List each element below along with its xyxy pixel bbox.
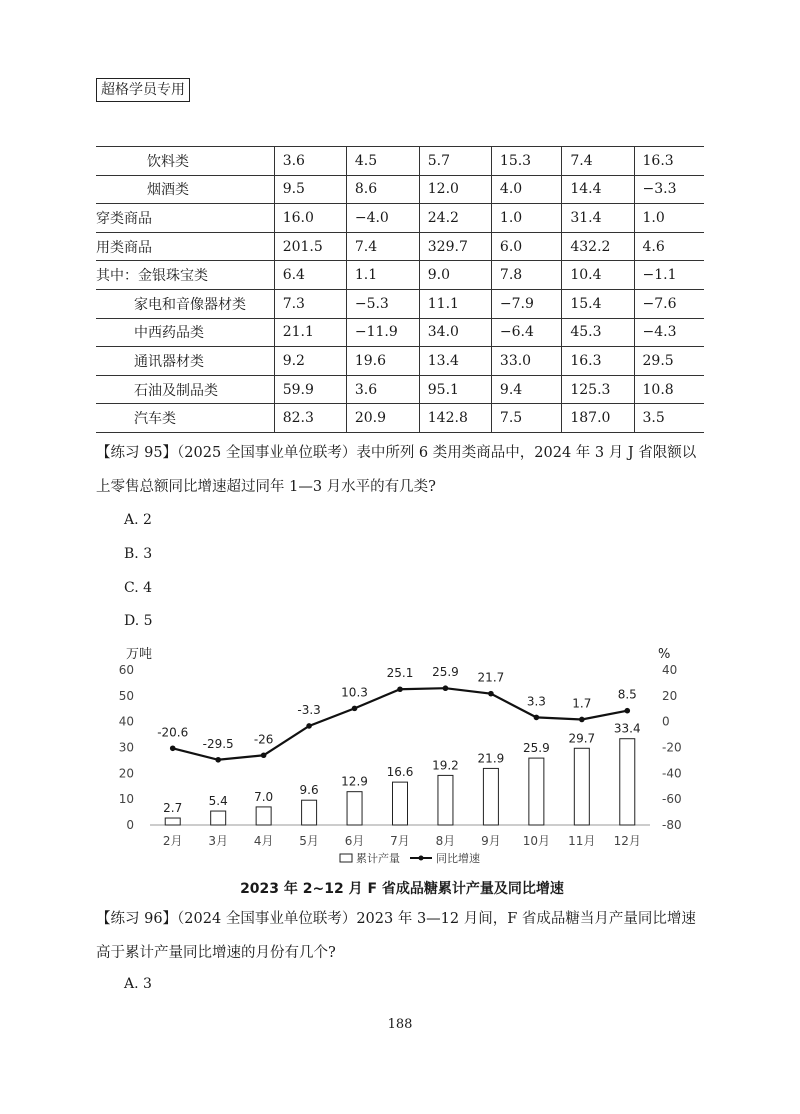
table-row <box>96 204 704 233</box>
table-cell: 16.0 <box>274 204 346 233</box>
table-cell: 5.7 <box>419 147 491 176</box>
left-tick-label: 0 <box>126 818 134 832</box>
table-cell: 3.5 <box>634 404 704 433</box>
table-cell: 7.5 <box>491 404 561 433</box>
bar-10月 <box>529 758 544 825</box>
table-cell: 7.4 <box>562 147 634 176</box>
bar-2月 <box>165 818 180 825</box>
growth-label: 25.9 <box>432 665 459 680</box>
bar-7月 <box>393 782 408 825</box>
left-tick-label: 40 <box>118 714 134 729</box>
table-cell: 82.3 <box>274 404 346 433</box>
bar-label: 25.9 <box>523 741 550 756</box>
table-row <box>96 261 704 290</box>
x-tick-label: 2月 <box>162 834 183 848</box>
right-tick-label: -20 <box>662 740 682 755</box>
table-cell: 12.0 <box>419 175 491 204</box>
table-cell: 9.0 <box>419 261 491 290</box>
left-tick-label: 30 <box>118 740 134 755</box>
table-row <box>96 232 704 261</box>
x-tick-label: 12月 <box>613 834 641 848</box>
x-tick-label: 10月 <box>522 834 551 848</box>
legend-bar-label: 累计产量 <box>356 852 400 865</box>
table-cell: 10.8 <box>634 375 704 404</box>
left-tick-label: 10 <box>118 792 134 807</box>
growth-label: 25.1 <box>386 666 414 681</box>
table-cell: 59.9 <box>274 375 346 404</box>
bar-9月 <box>483 768 498 825</box>
row-label: 通讯器材类 <box>96 347 274 376</box>
growth-point <box>352 706 358 712</box>
bar-label: 9.6 <box>299 783 319 798</box>
table-cell: −4.3 <box>634 318 704 347</box>
right-tick-label: 0 <box>662 714 670 729</box>
table-cell: 3.6 <box>346 375 419 404</box>
table-cell: 14.4 <box>562 175 634 204</box>
table-row <box>96 175 704 204</box>
table-cell: 15.3 <box>491 147 561 176</box>
table-cell: 9.2 <box>274 347 346 376</box>
table-row <box>96 375 704 404</box>
growth-point <box>215 757 221 763</box>
x-tick-label: 7月 <box>390 834 410 848</box>
table-cell: 29.5 <box>634 347 704 376</box>
right-tick-label: 40 <box>662 663 678 677</box>
table-row <box>96 318 704 347</box>
table-cell: 7.8 <box>491 261 561 290</box>
x-tick-label: 5月 <box>299 834 319 848</box>
growth-label: 21.7 <box>477 670 505 685</box>
bar-label: 5.4 <box>208 794 228 809</box>
table-cell: 10.4 <box>562 261 634 290</box>
bar-label: 19.2 <box>432 758 459 773</box>
bar-label: 21.9 <box>477 751 505 766</box>
growth-point <box>579 717 585 723</box>
bar-label: 7.0 <box>254 789 274 804</box>
growth-label: 10.3 <box>341 685 368 700</box>
growth-label: 1.7 <box>572 696 592 711</box>
q95-option-d: D. 5 <box>124 613 153 629</box>
q95-option-a: A. 2 <box>124 512 152 528</box>
row-label: 用类商品 <box>96 232 274 261</box>
table-cell: 20.9 <box>346 404 419 433</box>
growth-label: 3.3 <box>526 694 546 709</box>
bar-8月 <box>438 775 453 825</box>
table-cell: −1.1 <box>634 261 704 290</box>
table-row <box>96 289 704 318</box>
table-cell: 7.3 <box>274 289 346 318</box>
right-tick-label: -60 <box>662 792 682 807</box>
table-cell: 33.0 <box>491 347 561 376</box>
legend-bar-swatch <box>340 854 352 862</box>
table-cell: 1.1 <box>346 261 419 290</box>
row-label: 汽车类 <box>96 404 274 433</box>
bar-label: 29.7 <box>568 731 596 746</box>
table-cell: 15.4 <box>562 289 634 318</box>
table-cell: −6.4 <box>491 318 561 347</box>
row-label: 家电和音像器材类 <box>96 289 274 318</box>
row-label: 饮料类 <box>96 147 274 176</box>
growth-label: -3.3 <box>297 702 321 717</box>
growth-label: -20.6 <box>157 725 189 740</box>
x-tick-label: 6月 <box>344 834 365 848</box>
table-cell: 4.6 <box>634 232 704 261</box>
table-cell: −11.9 <box>346 318 419 347</box>
left-axis-title: 万吨 <box>126 647 153 662</box>
growth-point <box>170 745 176 751</box>
table-cell: −7.6 <box>634 289 704 318</box>
table-cell: −7.9 <box>491 289 561 318</box>
bar-5月 <box>302 800 317 825</box>
watermark-stamp: 超格学员专用 <box>96 78 190 102</box>
bar-label: 33.4 <box>613 721 641 736</box>
right-tick-label: -80 <box>662 818 682 832</box>
table-cell: 6.0 <box>491 232 561 261</box>
growth-point <box>624 708 630 714</box>
growth-line <box>173 688 628 760</box>
table-cell: 201.5 <box>274 232 346 261</box>
table-cell: 142.8 <box>419 404 491 433</box>
q96-option-a: A. 3 <box>124 976 152 992</box>
sales-table <box>96 146 704 433</box>
growth-point <box>443 685 449 691</box>
chart-title: 2023 年 2~12 月 F 省成品糖累计产量及同比增速 <box>240 881 564 897</box>
sugar-chart <box>90 640 710 880</box>
growth-point <box>488 691 494 697</box>
table-cell: 432.2 <box>562 232 634 261</box>
growth-point <box>397 686 403 692</box>
table-row <box>96 147 704 176</box>
right-tick-label: 20 <box>662 688 678 703</box>
table-cell: 7.4 <box>346 232 419 261</box>
table-cell: 95.1 <box>419 375 491 404</box>
table-cell: 16.3 <box>562 347 634 376</box>
legend-line-marker <box>419 856 424 861</box>
table-cell: −5.3 <box>346 289 419 318</box>
x-tick-label: 4月 <box>253 834 274 848</box>
table-cell: 125.3 <box>562 375 634 404</box>
bar-4月 <box>256 807 271 825</box>
right-axis-title: % <box>658 647 671 662</box>
growth-point <box>261 752 267 758</box>
table-cell: 11.1 <box>419 289 491 318</box>
table-cell: 21.1 <box>274 318 346 347</box>
row-label: 其中：金银珠宝类 <box>96 261 274 290</box>
row-label: 石油及制品类 <box>96 375 274 404</box>
bar-12月 <box>620 739 635 825</box>
table-cell: 13.4 <box>419 347 491 376</box>
bar-11月 <box>574 748 589 825</box>
table-row <box>96 404 704 433</box>
legend-line-label: 同比增速 <box>436 852 480 865</box>
q95-option-c: C. 4 <box>124 580 153 596</box>
question-95-text: 【练习 95】（2025 全国事业单位联考）表中所列 6 类用类商品中，2024 年 3 月 J 省限额以上零售总额同比增速超过同年 1—3 月水平的有几类? <box>96 445 697 495</box>
table-cell: 4.0 <box>491 175 561 204</box>
growth-point <box>534 715 540 721</box>
growth-label: 8.5 <box>617 687 637 702</box>
table-cell: 9.5 <box>274 175 346 204</box>
bar-6月 <box>347 792 362 825</box>
x-tick-label: 3月 <box>208 834 229 848</box>
left-tick-label: 20 <box>118 766 134 781</box>
bar-3月 <box>211 811 226 825</box>
table-row <box>96 347 704 376</box>
table-cell: 8.6 <box>346 175 419 204</box>
table-cell: 4.5 <box>346 147 419 176</box>
table-cell: 9.4 <box>491 375 561 404</box>
x-tick-label: 11月 <box>568 834 596 848</box>
table-cell: 31.4 <box>562 204 634 233</box>
table-cell: 45.3 <box>562 318 634 347</box>
table-cell: 34.0 <box>419 318 491 347</box>
bar-label: 16.6 <box>386 765 414 780</box>
table-cell: 16.3 <box>634 147 704 176</box>
question-96-text: 【练习 96】（2024 全国事业单位联考）2023 年 3—12 月间，F 省成品糖当月产量同比增速高于累计产量同比增速的月份有几个? <box>96 911 696 961</box>
right-tick-label: -40 <box>662 766 682 781</box>
bar-label: 12.9 <box>341 774 368 789</box>
growth-label: -26 <box>253 732 274 747</box>
table-cell: 187.0 <box>562 404 634 433</box>
x-tick-label: 9月 <box>481 834 501 848</box>
left-tick-label: 50 <box>118 688 134 703</box>
q95-option-b: B. 3 <box>124 546 153 562</box>
row-label: 烟酒类 <box>96 175 274 204</box>
table-cell: 19.6 <box>346 347 419 376</box>
row-label: 中西药品类 <box>96 318 274 347</box>
table-cell: −4.0 <box>346 204 419 233</box>
x-tick-label: 8月 <box>435 834 456 848</box>
row-label: 穿类商品 <box>96 204 274 233</box>
left-tick-label: 60 <box>118 663 134 677</box>
table-cell: 24.2 <box>419 204 491 233</box>
table-cell: 329.7 <box>419 232 491 261</box>
table-cell: 3.6 <box>274 147 346 176</box>
growth-point <box>306 723 312 729</box>
table-cell: 6.4 <box>274 261 346 290</box>
bar-label: 2.7 <box>163 801 183 816</box>
table-cell: 1.0 <box>634 204 704 233</box>
page-number: 188 <box>387 1017 413 1032</box>
chart-svg <box>90 640 710 880</box>
growth-label: -29.5 <box>202 736 234 751</box>
table-cell: 1.0 <box>491 204 561 233</box>
table-cell: −3.3 <box>634 175 704 204</box>
